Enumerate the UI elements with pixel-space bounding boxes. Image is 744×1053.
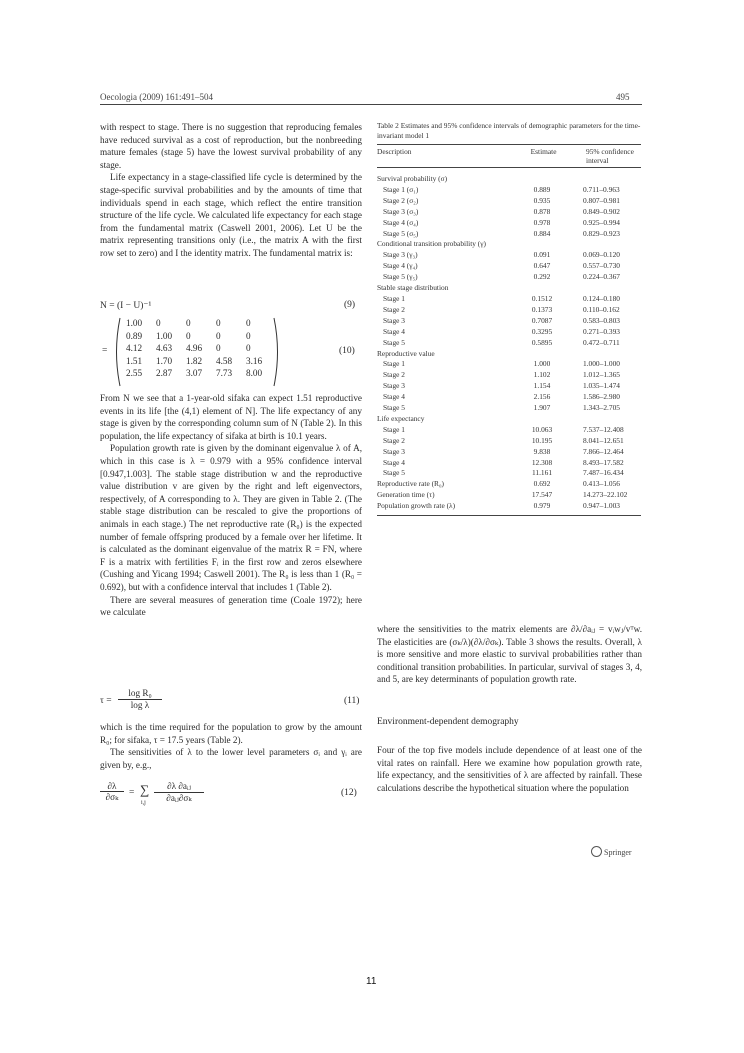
matrix-cell: 0.89 <box>126 330 143 341</box>
paragraph: Life expectancy in a stage-classified life cycle is determined by the stage-specific survival probabilities and by the amounts of time that individuals spend in each stage, which reflect the entire transition structure of the life cycle. We calculated life expectancy for each stage from the fundamental matrix (Caswell 2001, 2006). Let U be the matrix representing transitions only (i.e., the matrix A with the first row set to zero) and I the identity matrix. The fundamental matrix is: <box>100 172 362 258</box>
matrix-cell: 4.63 <box>156 343 173 354</box>
paragraph: There are several measures of generation time (Coale 1972); here we calculate <box>100 594 362 618</box>
description-cell: Stage 2 <box>383 304 405 314</box>
table-row <box>377 338 641 349</box>
table-row <box>377 392 641 403</box>
confidence-interval-cell <box>573 414 641 425</box>
estimate-cell: 1.907 <box>533 403 551 413</box>
description-cell: Stage 1 <box>383 293 405 303</box>
paragraph: with respect to stage. There is no suggestion that reproducing females have reduced survival as a cost of reproduction, but the nonbreeding mature females (stage 5) have the lowest survival probability of any stage. <box>100 122 362 170</box>
confidence-interval-cell: 1.343–2.705 <box>583 403 620 413</box>
estimate-cell: 0.7087 <box>531 315 553 325</box>
estimate-cell: 0.3295 <box>531 326 553 336</box>
estimate-cell <box>511 283 573 294</box>
table-row <box>377 479 641 490</box>
confidence-interval-cell: 7.866–12.464 <box>583 446 624 456</box>
confidence-interval-cell: 0.807–0.981 <box>583 195 620 205</box>
description-cell: Life expectancy <box>377 413 425 423</box>
matrix-cell: 2.87 <box>156 368 173 379</box>
description-cell: Stage 2 (σ₂) <box>383 195 419 205</box>
matrix-cell: 0 <box>246 318 251 328</box>
confidence-interval-cell: 0.472–0.711 <box>583 337 620 347</box>
confidence-interval-cell: 0.925–0.994 <box>583 217 620 227</box>
table-row <box>377 207 641 218</box>
estimate-cell: 1.102 <box>533 370 551 380</box>
table-row <box>377 359 641 370</box>
matrix-row <box>126 330 276 343</box>
equation-12-fraction <box>154 781 204 804</box>
table-caption: Table 2 Estimates and 95% confidence intervals of demographic parameters for the time-invariant model 1 <box>377 121 641 140</box>
confidence-interval-cell: 7.487–16.434 <box>583 468 624 478</box>
table-row <box>377 349 641 360</box>
description-cell: Stage 4 <box>383 457 405 467</box>
sum-symbol: ∑ <box>140 782 150 797</box>
table-row <box>377 196 641 207</box>
table-row <box>377 294 641 305</box>
table-row <box>377 327 641 338</box>
table-row <box>377 185 641 196</box>
matrix-cell: 0 <box>246 330 251 341</box>
sum-subscript: i,j <box>141 800 146 806</box>
estimate-cell: 0.692 <box>533 479 551 489</box>
matrix-cell: 1.00 <box>156 330 173 341</box>
right-column-paragraph: Four of the top five models include dependence of at least one of the vital rates on rainfall. Here we examine how population growth rate, life expectancy, and the sensitivities of λ are affected by rainfall. These calculations describe the hypothetical situation where the population <box>377 745 642 793</box>
matrix-cell: 3.07 <box>186 368 203 379</box>
table-row <box>377 229 641 240</box>
denominator: ∂aᵢⱼ∂σₖ <box>154 792 204 804</box>
description-cell: Stage 3 <box>383 315 405 325</box>
matrix-cell: 1.82 <box>186 355 203 366</box>
description-cell: Stage 5 (γ₅) <box>383 272 418 282</box>
description-cell: Stage 4 (γ₄) <box>383 261 418 271</box>
denominator: ∂σₖ <box>100 791 124 803</box>
estimate-cell: 0.1512 <box>531 293 553 303</box>
estimate-cell: 0.935 <box>533 195 551 205</box>
fundamental-matrix <box>126 317 276 380</box>
left-column-middle <box>100 392 362 619</box>
publisher-name: Springer <box>604 848 632 857</box>
equation-number: (10) <box>339 346 355 356</box>
estimate-cell: 1.154 <box>533 381 551 391</box>
table-row <box>377 218 641 229</box>
matrix-cell: 3.16 <box>246 355 263 366</box>
springer-horse-icon <box>591 846 602 857</box>
estimate-cell: 0.292 <box>533 272 551 282</box>
table-row <box>377 403 641 414</box>
confidence-interval-cell: 0.849–0.902 <box>583 206 620 216</box>
table-row <box>377 272 641 283</box>
description-cell: Stage 2 <box>383 370 405 380</box>
paragraph: which is the time required for the population to grow by the amount R₀; for sifaka, τ = 17.5 years (Table 2). <box>100 722 362 745</box>
matrix-cell: 0 <box>246 343 251 354</box>
description-cell: Stage 5 <box>383 337 405 347</box>
confidence-interval-cell: 0.271–0.393 <box>583 326 620 336</box>
confidence-interval-cell: 0.124–0.180 <box>583 293 620 303</box>
equation-number: (11) <box>344 696 360 706</box>
estimate-cell: 0.091 <box>533 250 551 260</box>
numerator: log R₀ <box>128 688 152 698</box>
paragraph: The sensitivities of λ to the lower level parameters σᵢ and γᵢ are given by, e.g., <box>100 747 362 770</box>
journal-citation: Oecologia (2009) 161:491–504 <box>100 92 213 102</box>
table-row <box>377 436 641 447</box>
description-cell: Generation time (τ) <box>377 490 435 500</box>
paragraph: Population growth rate is given by the dominant eigenvalue λ of A, which in this case is λ = 0.979 with a 95% confidence interval [0.947,1.003]. The stable stage distribution w and the reproductive value distribution v are given by the right and left eigenvectors, respectively, of A corresponding to λ. They are given in Table 2. (The stable stage distribution can be rescaled to give the proportions of animals in each stage.) The net reproductive rate (R₀) is the expected number of female offspring produced by a female over her lifetime. It is calculated as the dominant eigenvalue of the matrix R = FN, where F is a matrix with fertilities Fᵢ in the first row and zeros elsewhere (Cushing and Yicang 1994; Caswell 2001). The R₀ is less than 1 (R₀ = 0.692), but with a confidence interval that includes 1 (Table 2). <box>100 443 362 592</box>
estimate-cell <box>511 239 573 250</box>
description-cell: Stage 3 <box>383 381 405 391</box>
table-row <box>377 283 641 294</box>
confidence-interval-cell: 8.041–12.651 <box>583 435 624 445</box>
description-cell: Stage 1 <box>383 359 405 369</box>
matrix-cell: 4.96 <box>186 343 203 354</box>
description-cell: Stage 4 (σ₄) <box>383 217 419 227</box>
table-row <box>377 414 641 425</box>
matrix-cell: 4.58 <box>216 355 233 366</box>
estimate-cell <box>511 349 573 360</box>
table-row <box>377 261 641 272</box>
description-cell: Stage 4 <box>383 392 405 402</box>
table-row <box>377 316 641 327</box>
table-row <box>377 250 641 261</box>
matrix-cell: 0 <box>216 343 221 354</box>
confidence-interval-cell: 0.224–0.367 <box>583 272 620 282</box>
numerator: ∂λ ∂aᵢⱼ <box>167 781 191 791</box>
matrix-cell: 1.70 <box>156 355 173 366</box>
table-row <box>377 305 641 316</box>
matrix-row <box>126 367 276 380</box>
confidence-interval-cell: 1.012–1.365 <box>583 370 620 380</box>
table-row <box>377 447 641 458</box>
estimate-cell: 0.884 <box>533 228 551 238</box>
equation-11-lhs: τ = <box>100 696 112 706</box>
estimate-cell: 0.1373 <box>531 304 553 314</box>
column-header: 95% confidence interval <box>586 147 634 165</box>
estimate-cell: 12.308 <box>531 457 553 467</box>
estimate-cell <box>511 174 573 185</box>
table-row <box>377 490 641 501</box>
matrix-cell: 0 <box>216 318 221 328</box>
description-cell: Conditional transition probability (γ) <box>377 239 486 249</box>
confidence-interval-cell <box>573 239 641 250</box>
matrix-cell: 0 <box>186 330 191 341</box>
equals-sign: = <box>129 788 135 798</box>
matrix-row <box>126 317 276 330</box>
confidence-interval-cell: 1.000–1.000 <box>583 359 620 369</box>
estimate-cell: 0.978 <box>533 217 551 227</box>
estimate-cell: 11.161 <box>531 468 553 478</box>
matrix-cell: 4.12 <box>126 343 143 354</box>
matrix-cell: 8.00 <box>246 368 263 379</box>
confidence-interval-cell: 1.035–1.474 <box>583 381 620 391</box>
estimate-cell: 17.547 <box>531 490 553 500</box>
matrix-cell: 1.00 <box>126 318 143 328</box>
description-cell: Stage 4 <box>383 326 405 336</box>
matrix-cell: 2.55 <box>126 368 143 379</box>
estimate-cell: 0.878 <box>533 206 551 216</box>
estimate-cell: 2.156 <box>533 392 551 402</box>
equation-9: N = (I − U)⁻¹ <box>100 301 152 311</box>
table-row <box>377 381 641 392</box>
equation-10-equals: = <box>102 346 108 356</box>
description-cell: Reproductive rate (R₀) <box>377 479 445 489</box>
table-row <box>377 174 641 185</box>
description-cell: Stage 3 (γ₃) <box>383 250 418 260</box>
confidence-interval-cell: 0.413–1.056 <box>583 479 620 489</box>
left-column-top <box>100 121 362 260</box>
description-cell: Reproductive value <box>377 348 435 358</box>
column-header: Estimate <box>530 147 557 156</box>
table-row <box>377 239 641 250</box>
column-header: Description <box>377 147 412 156</box>
document-page-number: 11 <box>366 976 377 987</box>
estimate-cell: 9.838 <box>533 446 551 456</box>
confidence-interval-cell <box>573 174 641 185</box>
description-cell: Stage 3 <box>383 446 405 456</box>
description-cell: Stable stage distribution <box>377 283 449 293</box>
description-cell: Stage 1 <box>383 424 405 434</box>
equation-number: (9) <box>344 300 356 310</box>
matrix-cell: 0 <box>216 330 221 341</box>
confidence-interval-cell: 8.493–17.582 <box>583 457 624 467</box>
equation-number: (12) <box>341 788 357 798</box>
confidence-interval-cell: 0.557–0.730 <box>583 261 620 271</box>
description-cell: Stage 2 <box>383 435 405 445</box>
matrix-cell: 7.73 <box>216 368 233 379</box>
confidence-interval-cell: 0.829–0.923 <box>583 228 620 238</box>
header-rule <box>100 104 642 105</box>
estimate-cell: 0.647 <box>533 261 551 271</box>
confidence-interval-cell <box>573 283 641 294</box>
description-cell: Stage 5 <box>383 468 405 478</box>
description-cell: Population growth rate (λ) <box>377 501 456 511</box>
confidence-interval-cell: 0.583–0.803 <box>583 315 620 325</box>
estimate-cell: 10.063 <box>531 424 553 434</box>
numerator: ∂λ <box>107 781 117 791</box>
equation-12-lhs <box>100 781 124 803</box>
table-row <box>377 370 641 381</box>
table-row <box>377 458 641 469</box>
matrix-row <box>126 342 276 355</box>
table-2 <box>377 121 641 516</box>
matrix-row <box>126 355 276 368</box>
confidence-interval-cell <box>573 349 641 360</box>
description-cell: Stage 3 (σ₃) <box>383 206 419 216</box>
description-cell: Stage 1 (σ₁) <box>383 184 419 194</box>
matrix-cell: 0 <box>186 318 191 328</box>
estimate-cell <box>511 414 573 425</box>
equation-11-fraction <box>118 688 162 710</box>
right-column-paragraph: where the sensitivities to the matrix elements are ∂λ/∂aᵢⱼ = vᵢwⱼ/vᵀw. The elasticities are (σₖ/λ)(∂λ/∂σₖ). Table 3 shows the results. Overall, λ is more sensitive and more elastic to survival probabilities rather than conditional transition probabilities. In particular, survival of stages 3, 4, and 5, are key determinants of population growth rate. <box>377 624 642 685</box>
header-page-number: 495 <box>616 92 630 102</box>
confidence-interval-cell: 0.947–1.003 <box>583 501 620 511</box>
estimate-cell: 10.195 <box>531 435 553 445</box>
table-row <box>377 501 641 512</box>
confidence-interval-cell: 0.110–0.162 <box>583 304 620 314</box>
estimate-cell: 0.889 <box>533 184 551 194</box>
matrix-cell: 1.51 <box>126 355 143 366</box>
publisher-logo <box>591 846 632 857</box>
table-row <box>377 468 641 479</box>
estimate-cell: 0.5895 <box>531 337 553 347</box>
confidence-interval-cell: 1.586–2.980 <box>583 392 620 402</box>
confidence-interval-cell: 14.273–22.102 <box>583 490 628 500</box>
estimate-cell: 1.000 <box>533 359 551 369</box>
estimate-cell: 0.979 <box>533 501 551 511</box>
section-heading: Environment-dependent demography <box>377 717 519 727</box>
table-row <box>377 425 641 436</box>
paragraph: From N we see that a 1-year-old sifaka can expect 1.51 reproductive events in its life [the (4,1) element of N]. The life expectancy of any stage is given by the corresponding column sum of N (Table 2). In this population, the life expectancy of sifaka at birth is 10.1 years. <box>100 393 362 441</box>
matrix-cell: 0 <box>156 318 161 328</box>
description-cell: Stage 5 <box>383 403 405 413</box>
description-cell: Stage 5 (σ₅) <box>383 228 419 238</box>
description-cell: Survival probability (σ) <box>377 174 448 183</box>
confidence-interval-cell: 0.069–0.120 <box>583 250 620 260</box>
confidence-interval-cell: 7.537–12.408 <box>583 424 624 434</box>
confidence-interval-cell: 0.711–0.963 <box>583 184 620 194</box>
denominator: log λ <box>118 699 162 710</box>
left-column-bottom <box>100 721 362 771</box>
